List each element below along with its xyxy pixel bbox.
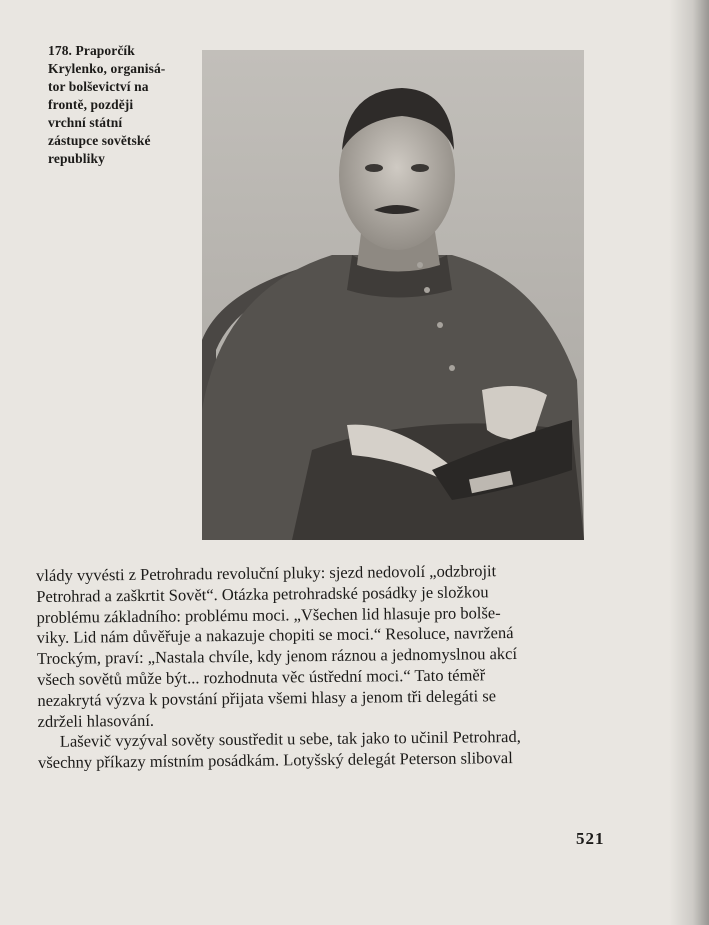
text-line: nezakrytá výzva k povstání přijata všemi hlasy a jenom tři delegáti se <box>37 685 497 710</box>
caption-line: frontě, později <box>48 97 134 112</box>
figure-caption <box>48 42 188 168</box>
caption-line: Krylenko, organisá- <box>48 61 166 76</box>
caption-line: tor bolševictví na <box>48 79 149 94</box>
caption-line: vrchní státní <box>48 115 123 130</box>
text-line: viky. Lid nám důvěřuje a nakazuje chopiti se moci.“ Resoluce, navržená <box>36 623 514 648</box>
text-line: Petrohrad a zaškrtit Sovět“. Otázka petrohradské posádky je složkou <box>36 582 489 606</box>
body-text <box>36 560 588 774</box>
portrait-photo <box>202 50 584 540</box>
caption-line: republiky <box>48 151 105 166</box>
page-number: 521 <box>576 829 605 848</box>
text-line: všechny příkazy místním posádkám. Lotyšský delegát Peterson sliboval <box>37 748 513 773</box>
text-line: Laševič vyzýval sověty soustředit u sebe, tak jako to učinil Petrohrad, <box>59 727 521 752</box>
caption-line: 178. Praporčík <box>48 43 135 58</box>
text-line: Trockým, praví: „Nastala chvíle, kdy jenom ráznou a jednomyslnou akcí <box>36 644 518 669</box>
text-line: všech sovětů může být... rozhodnuta věc ústřední moci.“ Tato téměř <box>37 665 486 689</box>
caption-line: zástupce sovětské <box>48 133 151 148</box>
page-edge-shadow <box>669 0 709 925</box>
text-line: zdrželi hlasování. <box>37 710 155 731</box>
portrait-illustration <box>202 50 584 540</box>
text-line: problému základního: problému moci. „Všechen lid hlasuje pro bolše- <box>36 602 501 627</box>
text-line: vlády vyvésti z Petrohradu revoluční pluky: sjezd nedovolí „odzbrojit <box>36 561 497 585</box>
